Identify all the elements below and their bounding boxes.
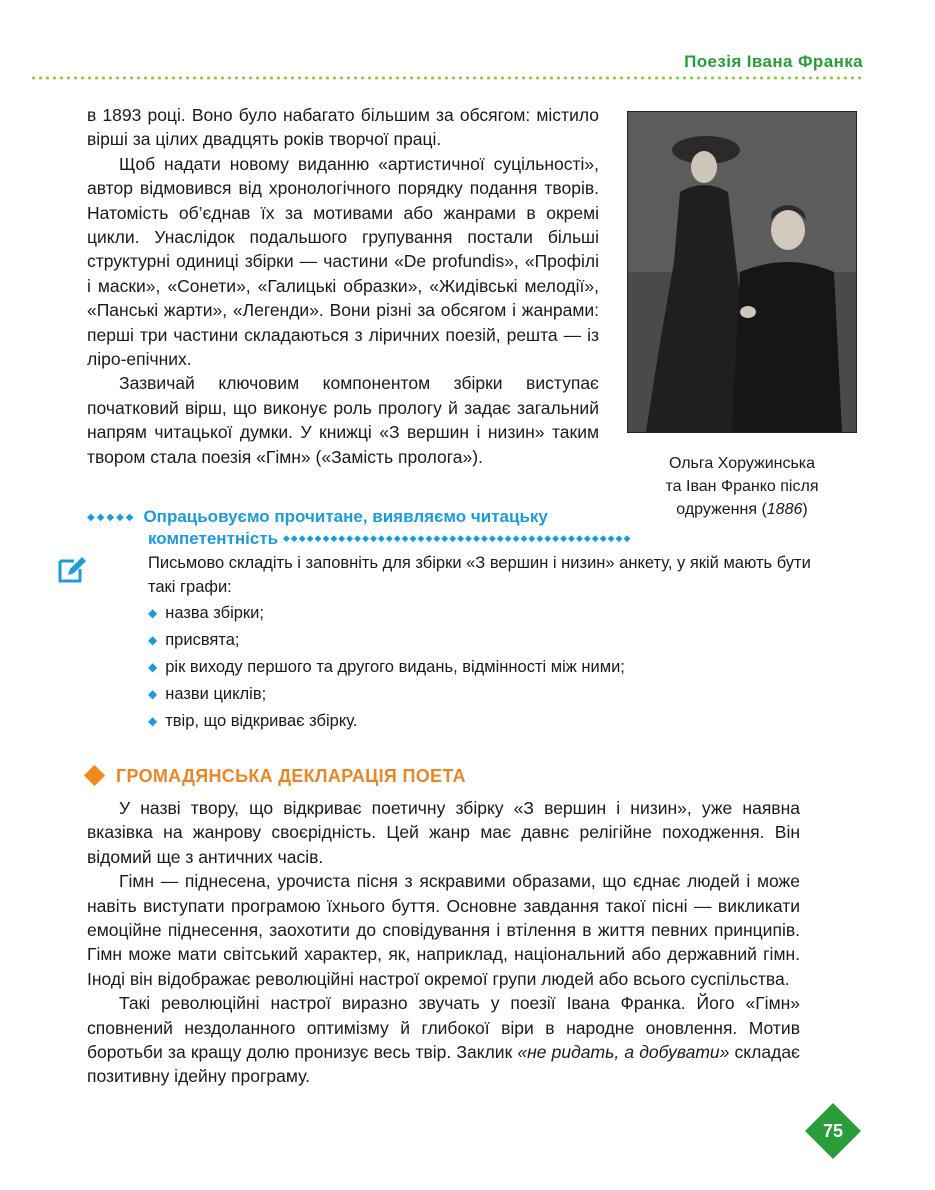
caption-year: 1886	[766, 501, 803, 518]
list-item	[148, 682, 828, 707]
paragraph-continuation: в 1893 році. Воно було набагато більшим за обсягом: містило вірші за цілих двадцять років творчої праці.	[87, 105, 599, 150]
caption-line-2: та Іван Франко після	[665, 478, 819, 495]
list-item-text: рік виходу першого та другого видань, відмінності між ними;	[165, 658, 625, 676]
list-item	[148, 628, 828, 653]
task-body	[148, 551, 828, 734]
section-heading	[87, 766, 466, 787]
bullet-diamond-icon: ◆	[148, 660, 158, 674]
task-list	[148, 601, 828, 734]
p3-before: Такі революційні настрої виразно звучать у поезії Івана Франка. Його «Гімн» сповнений нездоланного оптимізму й глибокої віри в народне оновлення. Мотив боротьби за кращу долю пронизує весь твір. Заклик	[87, 993, 800, 1063]
list-item	[148, 709, 828, 734]
column-text-bottom	[87, 796, 800, 1089]
paragraph-structure: Щоб надати новому виданню «артистичної суцільності», автор відмовився від хронологічного порядку подання творів. Натомість об’єднав їх за мотивами або жанрами в окремі цикли. Унаслідок подальшого групування постали більші структурні одиниці збірки — частини «De profundis», «Профілі і маски», «Сонети», «Галицькі образки», «Жидівські мелодії», «Панські жарти», «Легенди». Вони різні за обсягом і жанрами: перші три частини складаються з ліричних поезій, решта — із ліро-епічних.	[87, 153, 599, 370]
bullet-diamond-icon: ◆	[148, 606, 158, 620]
p3-quote: «не ридать, а добувати»	[517, 1042, 730, 1063]
task-intro: Письмово складіть і заповніть для збірки «З вершин і низин» анкету, у якій мають бути такі графи:	[148, 554, 811, 596]
list-item-text: твір, що відкриває збірку.	[165, 712, 358, 730]
list-item-text: назва збірки;	[165, 604, 264, 622]
running-title: Поезія Івана Франка	[684, 52, 863, 71]
task-heading-line1: Опрацьовуємо прочитане, виявляємо читацьку	[143, 507, 548, 526]
task-heading	[87, 506, 807, 549]
header-dotted-rule	[30, 76, 863, 80]
list-item-text: присвята;	[165, 631, 240, 649]
task-heading-line2: компетентність	[148, 529, 279, 548]
diamond-row-icon: ◆◆◆◆◆	[87, 512, 136, 523]
bullet-diamond-icon: ◆	[148, 633, 158, 647]
page-number: 75	[822, 1121, 844, 1141]
paragraph-hymn-definition: Гімн — піднесена, урочиста пісня з яскравими образами, що єднає людей і може навіть виступати програмою їхнього буття. Основне завдання такої пісні — викликати емоційне піднесення, заохотити до сповідування і втілення в життя певних принципів. Гімн може мати світський характер, як, наприклад, національний або державний гімн. Іноді він відображає революційні настрої окремої групи людей або всього суспільства.	[87, 871, 800, 989]
portrait-photo	[627, 111, 857, 433]
caption-text: одруження (	[676, 501, 767, 518]
orange-diamond-icon	[84, 765, 105, 786]
paragraph-prologue: Зазвичай ключовим компонентом збірки виступає початковий вірш, що виконує роль прологу й задає загальний напрям читацької думки. У книжці «З вершин і низин» таким твором стала поезія «Гімн» («Замість пролога»).	[87, 373, 599, 467]
p3-after: складає позитивну ідейну програму.	[87, 1042, 800, 1087]
caption-close: )	[802, 501, 808, 518]
list-item	[148, 655, 828, 680]
pencil-note-icon	[56, 553, 88, 585]
section-heading-text: ГРОМАДЯНСЬКА ДЕКЛАРАЦІЯ ПОЕТА	[116, 766, 466, 786]
bullet-diamond-icon: ◆	[148, 687, 158, 701]
paragraph-franko-hymn	[87, 991, 800, 1089]
list-item-text: назви циклів;	[165, 685, 267, 703]
bullet-diamond-icon: ◆	[148, 714, 158, 728]
paragraph-genre: У назві твору, що відкриває поетичну збірку «З вершин і низин», уже наявна вказівка на жанрову своєрідність. Цей жанр має давнє релігійне походження. Він відомий ще з античних часів.	[87, 798, 800, 867]
list-item	[148, 601, 828, 626]
diamond-trail-icon: ◆◆◆◆◆◆◆◆◆◆◆◆◆◆◆◆◆◆◆◆◆◆◆◆◆◆◆◆◆◆◆◆◆◆◆◆◆◆◆◆◆◆◆◆	[282, 533, 632, 543]
caption-line-1: Ольга Хоружинська	[668, 455, 816, 472]
column-text-top	[87, 103, 599, 469]
